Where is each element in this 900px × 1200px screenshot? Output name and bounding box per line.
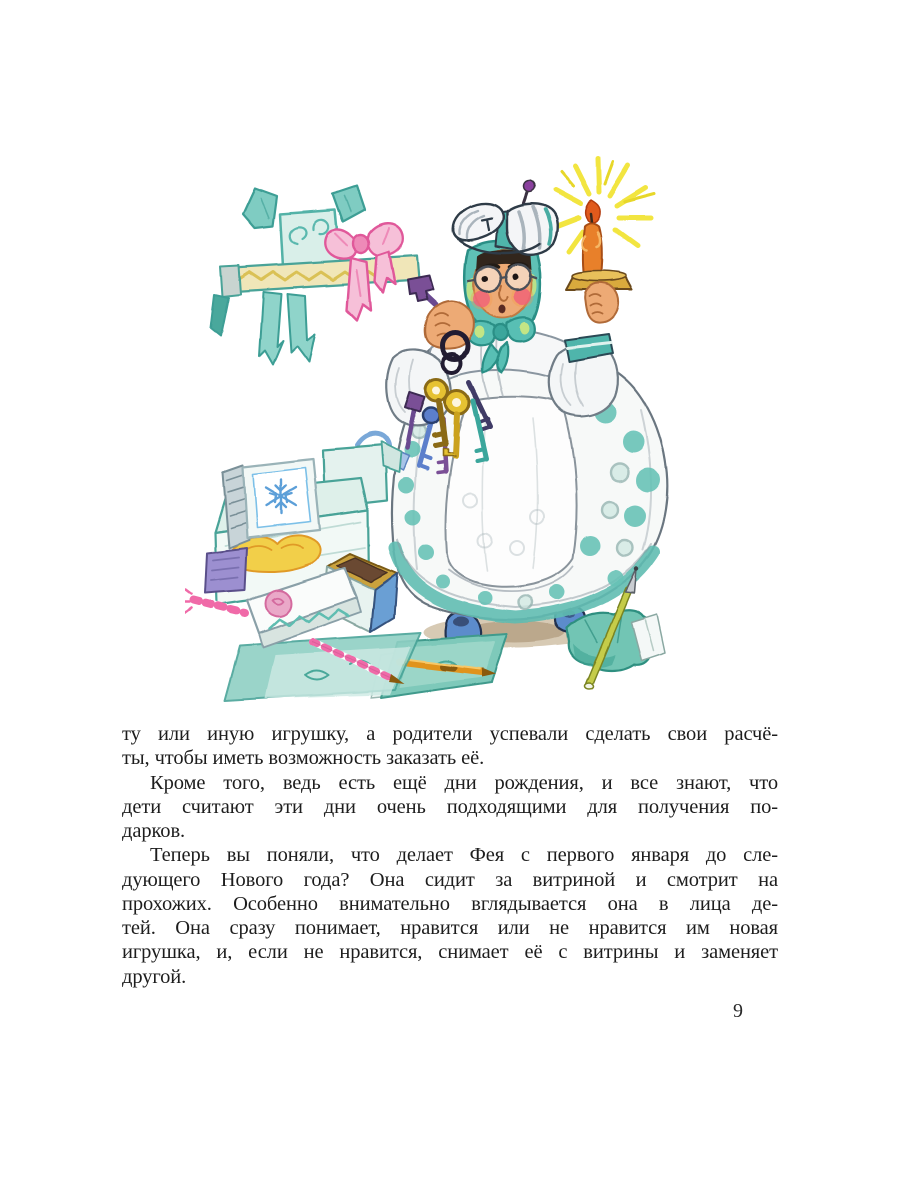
text-line: дети считают эти дни очень подходящими для получения по-	[122, 795, 778, 818]
fairy-illustration	[185, 150, 725, 715]
page-number: 9	[733, 1000, 743, 1022]
text-line: ту или иную игрушку, а родители успевали сделать свои расчё-	[122, 723, 778, 745]
fairy	[387, 182, 668, 654]
apron	[446, 396, 577, 586]
hand	[585, 283, 618, 322]
page-text	[122, 722, 778, 989]
eye	[512, 274, 518, 280]
text-line: дующего Нового года? Она сидит за витриной и смотрит на	[122, 868, 778, 891]
box-pile	[185, 434, 420, 700]
text-line: игрушка, и, если не нравится, снимает её с витрины и заменяет	[122, 941, 778, 964]
candle-sparkle	[553, 158, 655, 252]
text-line: Кроме того, ведь есть ещё дни рождения, и все знают, что	[150, 771, 778, 794]
mouth	[500, 305, 507, 314]
text-line: ты, чтобы иметь возможность заказать её.	[122, 747, 485, 770]
teal-ribbons	[211, 292, 315, 364]
gift-shelf	[211, 186, 419, 364]
eye	[482, 276, 488, 282]
text-line: прохожих. Особенно внимательно вглядывается она в лица де-	[122, 892, 778, 915]
antenna-knob	[524, 182, 535, 193]
text-line: тей. Она сразу понимает, нравится или не нравится им новая	[122, 917, 778, 939]
text-line: другой.	[122, 965, 187, 988]
cap	[453, 182, 558, 255]
text-line: дарков.	[122, 820, 186, 842]
text-line: Теперь вы поняли, что делает Фея с первого января до сле-	[150, 844, 778, 867]
cheek	[474, 291, 491, 308]
